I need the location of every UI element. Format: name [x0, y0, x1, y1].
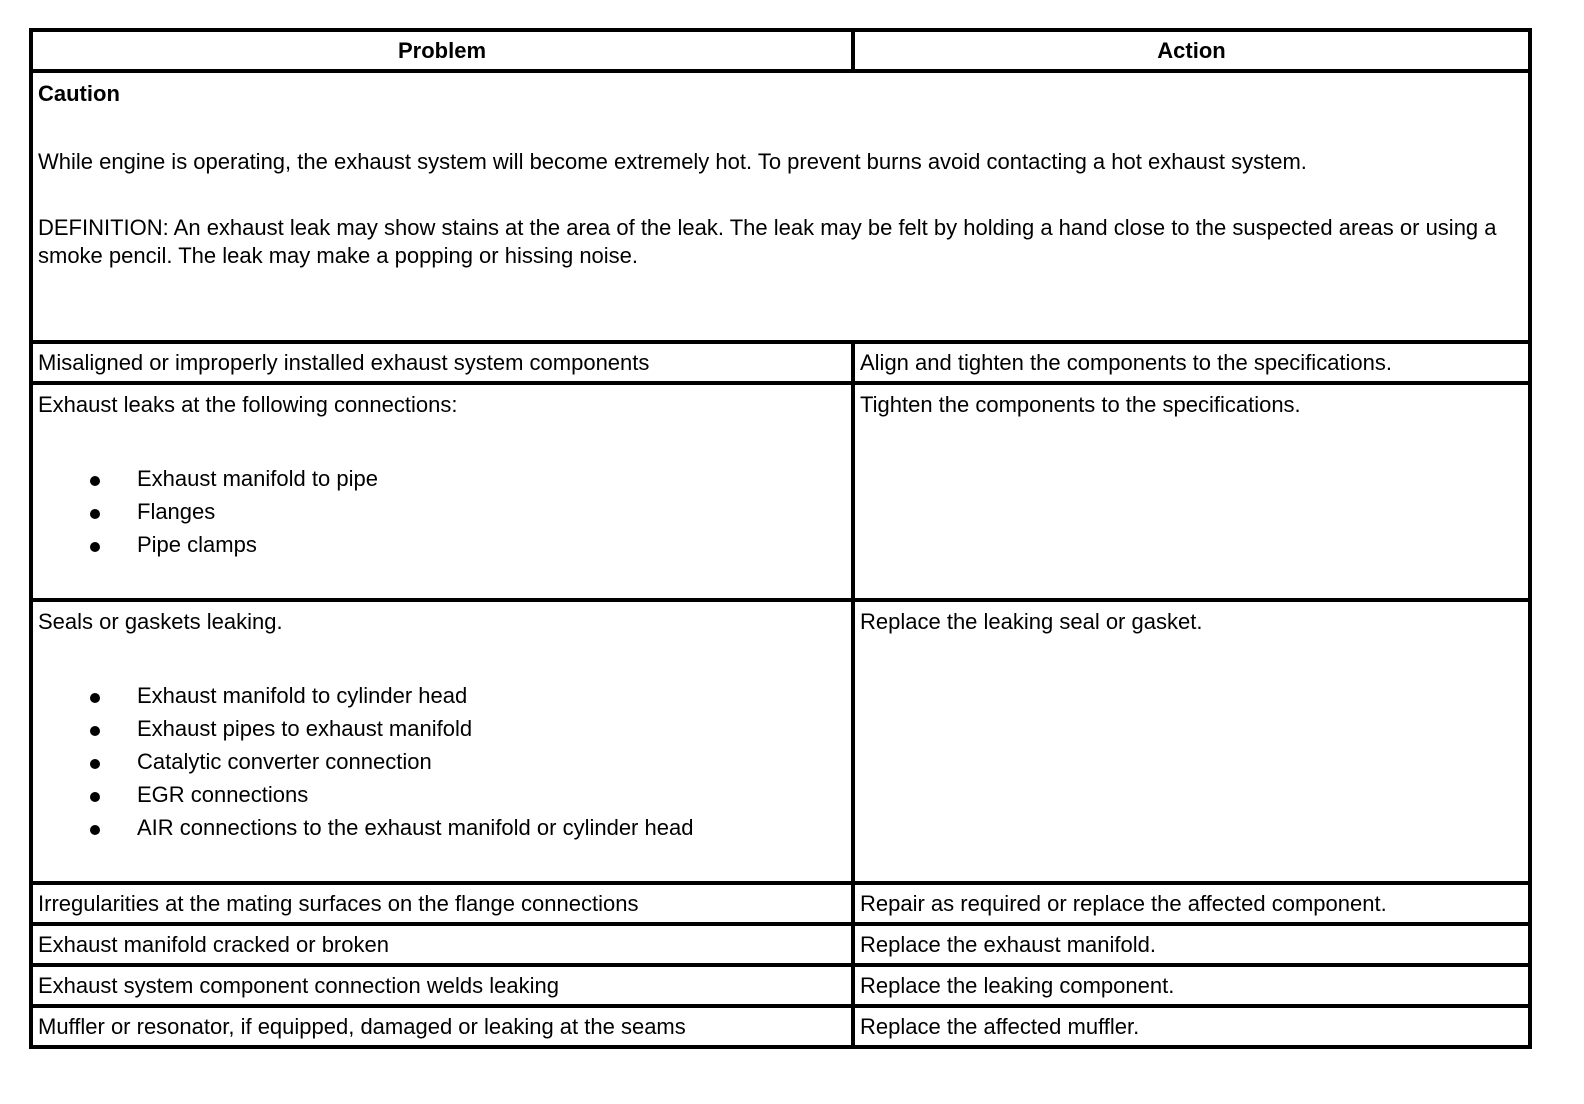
- action-cell: [853, 383, 1530, 600]
- problem-cell: Misaligned or improperly installed exhaust system components: [31, 342, 853, 383]
- list-item: [38, 778, 851, 811]
- bullet-list: [38, 462, 851, 561]
- bullet-icon: [90, 759, 100, 769]
- problem-cell: Muffler or resonator, if equipped, damaged or leaking at the seams: [31, 1006, 853, 1047]
- bullet-icon: [90, 726, 100, 736]
- bullet-icon: [90, 542, 100, 552]
- bullet-icon: [90, 476, 100, 486]
- bullet-icon: [90, 792, 100, 802]
- action-cell: Align and tighten the components to the specifications.: [853, 342, 1530, 383]
- caution-cell: [31, 71, 1530, 342]
- table-row: [31, 924, 1530, 965]
- list-item: [38, 679, 851, 712]
- problem-text: Exhaust leaks at the following connections:: [38, 392, 458, 417]
- problem-cell: [31, 383, 853, 600]
- list-item-text: AIR connections to the exhaust manifold or cylinder head: [137, 815, 694, 840]
- diagnostic-table: [29, 28, 1532, 1049]
- action-cell: Replace the leaking component.: [853, 965, 1530, 1006]
- list-item-text: Catalytic converter connection: [137, 749, 432, 774]
- problem-column-header: Problem: [31, 30, 853, 71]
- list-item-text: Exhaust pipes to exhaust manifold: [137, 716, 473, 741]
- list-item-text: Exhaust manifold to pipe: [137, 466, 378, 491]
- table-row: [31, 342, 1530, 383]
- table-row: [31, 600, 1530, 883]
- table-row: [31, 1006, 1530, 1047]
- bullet-icon: [90, 509, 100, 519]
- problem-cell: Exhaust system component connection welds leaking: [31, 965, 853, 1006]
- list-item: [38, 495, 851, 528]
- problem-text: Seals or gaskets leaking.: [38, 609, 283, 634]
- list-item: [38, 528, 851, 561]
- action-column-header: Action: [853, 30, 1530, 71]
- action-cell: [853, 600, 1530, 883]
- problem-cell: Exhaust manifold cracked or broken: [31, 924, 853, 965]
- table-row: [31, 965, 1530, 1006]
- list-item-text: Flanges: [137, 499, 216, 524]
- list-item-text: EGR connections: [137, 782, 309, 807]
- list-item: [38, 745, 851, 778]
- table-row: [31, 383, 1530, 600]
- action-cell: Repair as required or replace the affected component.: [853, 883, 1530, 924]
- list-item-text: Pipe clamps: [137, 532, 257, 557]
- bullet-icon: [90, 825, 100, 835]
- action-text: Tighten the components to the specifications.: [860, 392, 1301, 417]
- list-item: [38, 462, 851, 495]
- action-text: Replace the leaking seal or gasket.: [860, 609, 1203, 634]
- caution-row: [31, 71, 1530, 342]
- list-item-text: Exhaust manifold to cylinder head: [137, 683, 468, 708]
- definition-text: DEFINITION: An exhaust leak may show stains at the area of the leak. The leak may be felt by holding a hand close to the suspected areas or using a smoke pencil. The leak may make a popping or hissing noise.: [38, 215, 1497, 268]
- caution-title: Caution: [38, 81, 120, 106]
- action-cell: Replace the exhaust manifold.: [853, 924, 1530, 965]
- bullet-list: [38, 679, 851, 844]
- list-item: [38, 811, 851, 844]
- bullet-icon: [90, 693, 100, 703]
- action-cell: Replace the affected muffler.: [853, 1006, 1530, 1047]
- problem-cell: [31, 600, 853, 883]
- caution-text: While engine is operating, the exhaust system will become extremely hot. To prevent burns avoid contacting a hot exhaust system.: [38, 149, 1307, 174]
- problem-cell: Irregularities at the mating surfaces on the flange connections: [31, 883, 853, 924]
- table-row: [31, 883, 1530, 924]
- header-row: [31, 30, 1530, 71]
- list-item: [38, 712, 851, 745]
